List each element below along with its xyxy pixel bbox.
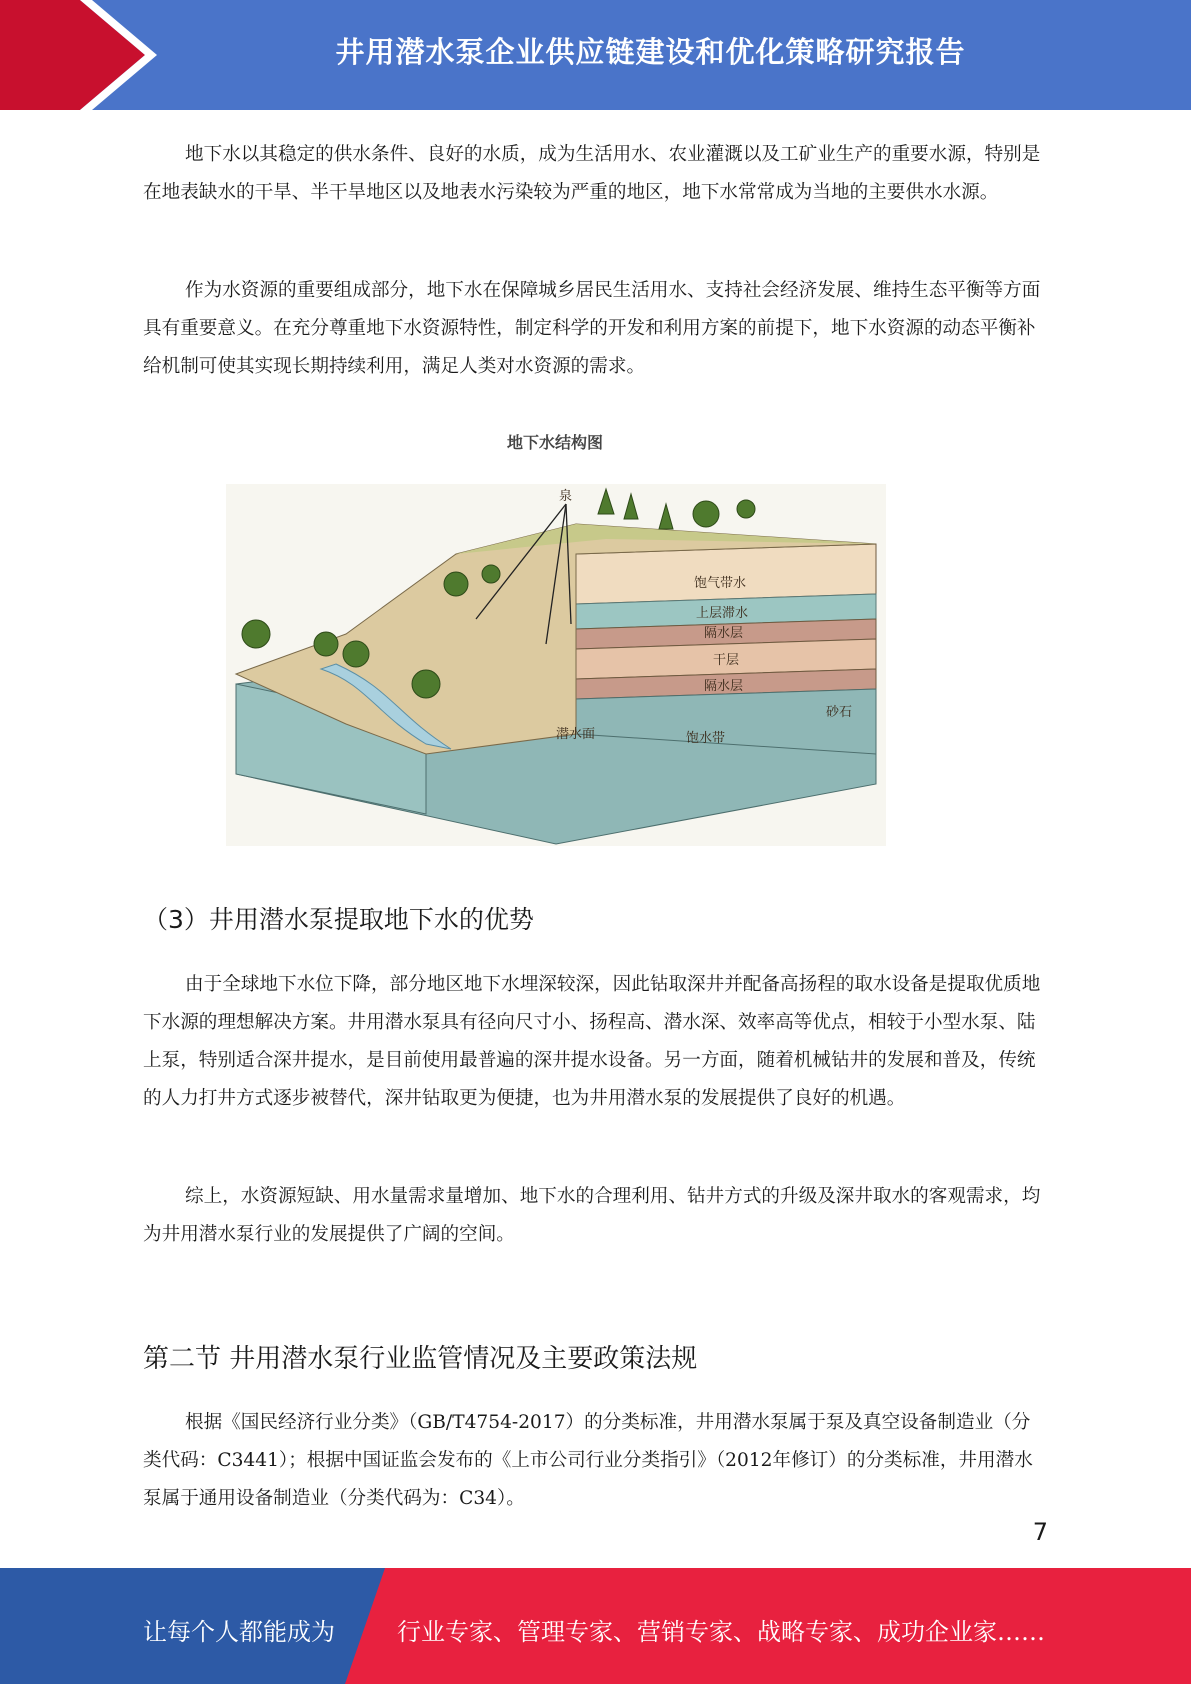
groundwater-structure-diagram [226,484,886,846]
label-spring: 泉 [559,489,573,504]
label-sand-gravel: 砂石 [826,705,853,720]
section-heading: 第二节 井用潜水泵行业监管情况及主要政策法规 [143,1344,698,1374]
label-water-table: 潜水面 [556,727,596,742]
footer-slogan-left: 让每个人都能成为 [143,1618,335,1646]
page-footer [0,1568,1191,1684]
label-aeration-zone: 饱气带水 [694,576,747,591]
label-saturated-zone: 饱水带 [686,731,726,746]
page-header [0,0,1191,110]
paragraph-groundwater-importance: 作为水资源的重要组成部分，地下水在保障城乡居民生活用水、支持社会经济发展、维持生态平衡等方面具有重要意义。在充分尊重地下水资源特性，制定科学的开发和利用方案的前提下，地下水资源的动态平衡补给机制可使其实现长期持续利用，满足人类对水资源的需求。 [143,280,1041,377]
footer-slogan-right: 行业专家、管理专家、营销专家、战略专家、成功企业家…… [397,1618,1045,1646]
paragraph-classification: 根据《国民经济行业分类》（GB/T4754-2017）的分类标准，井用潜水泵属于泵及真空设备制造业（分类代码：C3441）；根据中国证监会发布的《上市公司行业分类指引》（2012年修订）的分类标准，井用潜水泵属于通用设备制造业（分类代码为：C34）。 [143,1412,1033,1509]
report-title: 井用潜水泵企业供应链建设和优化策略研究报告 [335,35,966,69]
paragraph-groundwater-intro: 地下水以其稳定的供水条件、良好的水质，成为生活用水、农业灌溉以及工矿业生产的重要水源，特别是在地表缺水的干旱、半干旱地区以及地表水污染较为严重的地区，地下水常常成为当地的主要供水水源。 [143,144,1041,203]
paragraph-summary: 综上，水资源短缺、用水量需求量增加、地下水的合理利用、钻井方式的升级及深井取水的客观需求，均为井用潜水泵行业的发展提供了广阔的空间。 [143,1186,1041,1245]
label-perched-water: 上层滞水 [696,606,749,621]
label-aquiclude-upper: 隔水层 [704,626,744,641]
page-number: 7 [1032,1518,1048,1546]
label-dry-layer: 干层 [713,653,740,668]
paragraph-pump-advantage: 由于全球地下水位下降，部分地区地下水埋深较深，因此钻取深井并配备高扬程的取水设备是提取优质地下水源的理想解决方案。井用潜水泵具有径向尺寸小、扬程高、潜水深、效率高等优点，相较于小型水泵、陆上泵，特别适合深井提水，是目前使用最普遍的深井提水设备。另一方面，随着机械钻井的发展和普及，传统的人力打井方式逐步被替代，深井钻取更为便捷，也为井用潜水泵的发展提供了良好的机遇。 [143,974,1041,1109]
header-arrow-icon [0,0,170,110]
subsection-heading: （3）井用潜水泵提取地下水的优势 [143,905,534,934]
label-aquiclude-lower: 隔水层 [704,679,744,694]
figure-title: 地下水结构图 [506,433,603,452]
